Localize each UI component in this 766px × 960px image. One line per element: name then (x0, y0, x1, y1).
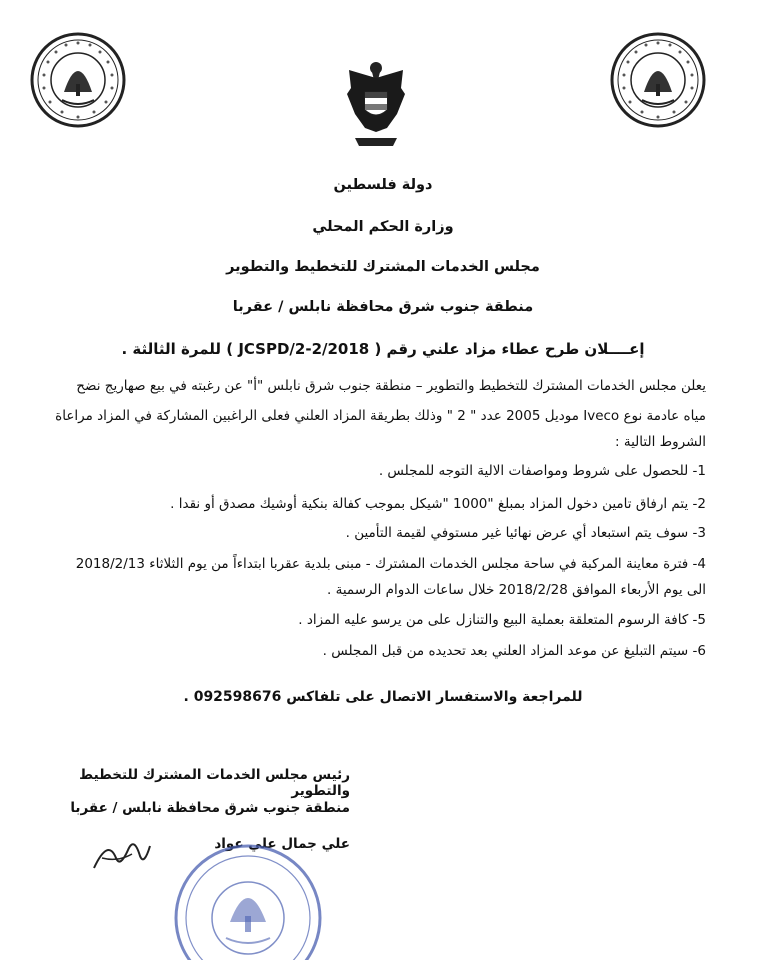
left-seal-icon (28, 30, 128, 130)
condition-3: 3- سوف يتم استبعاد أي عرض نهائيا غير مستوفي لقيمة التأمين . (345, 525, 706, 541)
intro-line-2: مياه عادمة نوع Iveco موديل 2005 عدد " 2 " وذلك بطريقة المزاد العلني فعلى الراغبين المشاركة في المزاد مراعاة (55, 408, 706, 424)
region-heading: منطقة جنوب شرق محافظة نابلس / عقربا (232, 299, 534, 315)
state-heading: دولة فلسطين (333, 177, 433, 193)
contact-line: للمراجعة والاستفسار الاتصال على تلفاكس 092598676 . (183, 689, 583, 705)
ministry-heading: وزارة الحكم المحلي (312, 219, 454, 235)
signature-region: منطقة جنوب شرق محافظة نابلس / عقربا (70, 800, 350, 816)
council-heading: مجلس الخدمات المشترك للتخطيط والتطوير (226, 259, 540, 275)
council-stamp-icon (168, 838, 328, 960)
condition-2: 2- يتم ارفاق تامين دخول المزاد بمبلغ "1000 "شيكل بموجب كفالة بنكية أوشيك مصدق أو نقدا . (170, 496, 706, 512)
intro-line-3: الشروط التالية : (615, 434, 706, 450)
eagle-emblem-icon (345, 58, 407, 150)
condition-1: 1- للحصول على شروط ومواصفات الالية التوجه للمجلس . (378, 463, 706, 479)
handwritten-signature-icon (88, 828, 158, 876)
condition-4-continued: الى يوم الأربعاء الموافق 2018/2/28 خلال ساعات الدوام الرسمية . (327, 582, 706, 598)
condition-4: 4- فترة معاينة المركبة في ساحة مجلس الخدمات المشترك - مبنى بلدية عقربا ابتداءاً من يوم الثلاثاء 2018/2/13 (75, 556, 706, 572)
intro-line-1: يعلن مجلس الخدمات المشترك للتخطيط والتطوير – منطقة جنوب شرق نابلس "أ" عن رغبته في بيع صهاريج نضح (76, 378, 706, 394)
signatory-name: علي جمال علي عواد (214, 836, 350, 852)
condition-6: 6- سيتم التبليغ عن موعد المزاد العلني بعد تحديده من قبل المجلس . (322, 643, 706, 659)
signature-position: رئيس مجلس الخدمات المشترك للتخطيط والتطوير (79, 767, 350, 799)
condition-5: 5- كافة الرسوم المتعلقة بعملية البيع والتنازل على من يرسو عليه المزاد . (298, 612, 706, 628)
right-seal-icon (608, 30, 708, 130)
announcement-title: إعــــلان طرح عطاء مزاد علني رقم ( JCSPD/2-2/2018 ) للمرة الثالثة . (121, 340, 645, 358)
